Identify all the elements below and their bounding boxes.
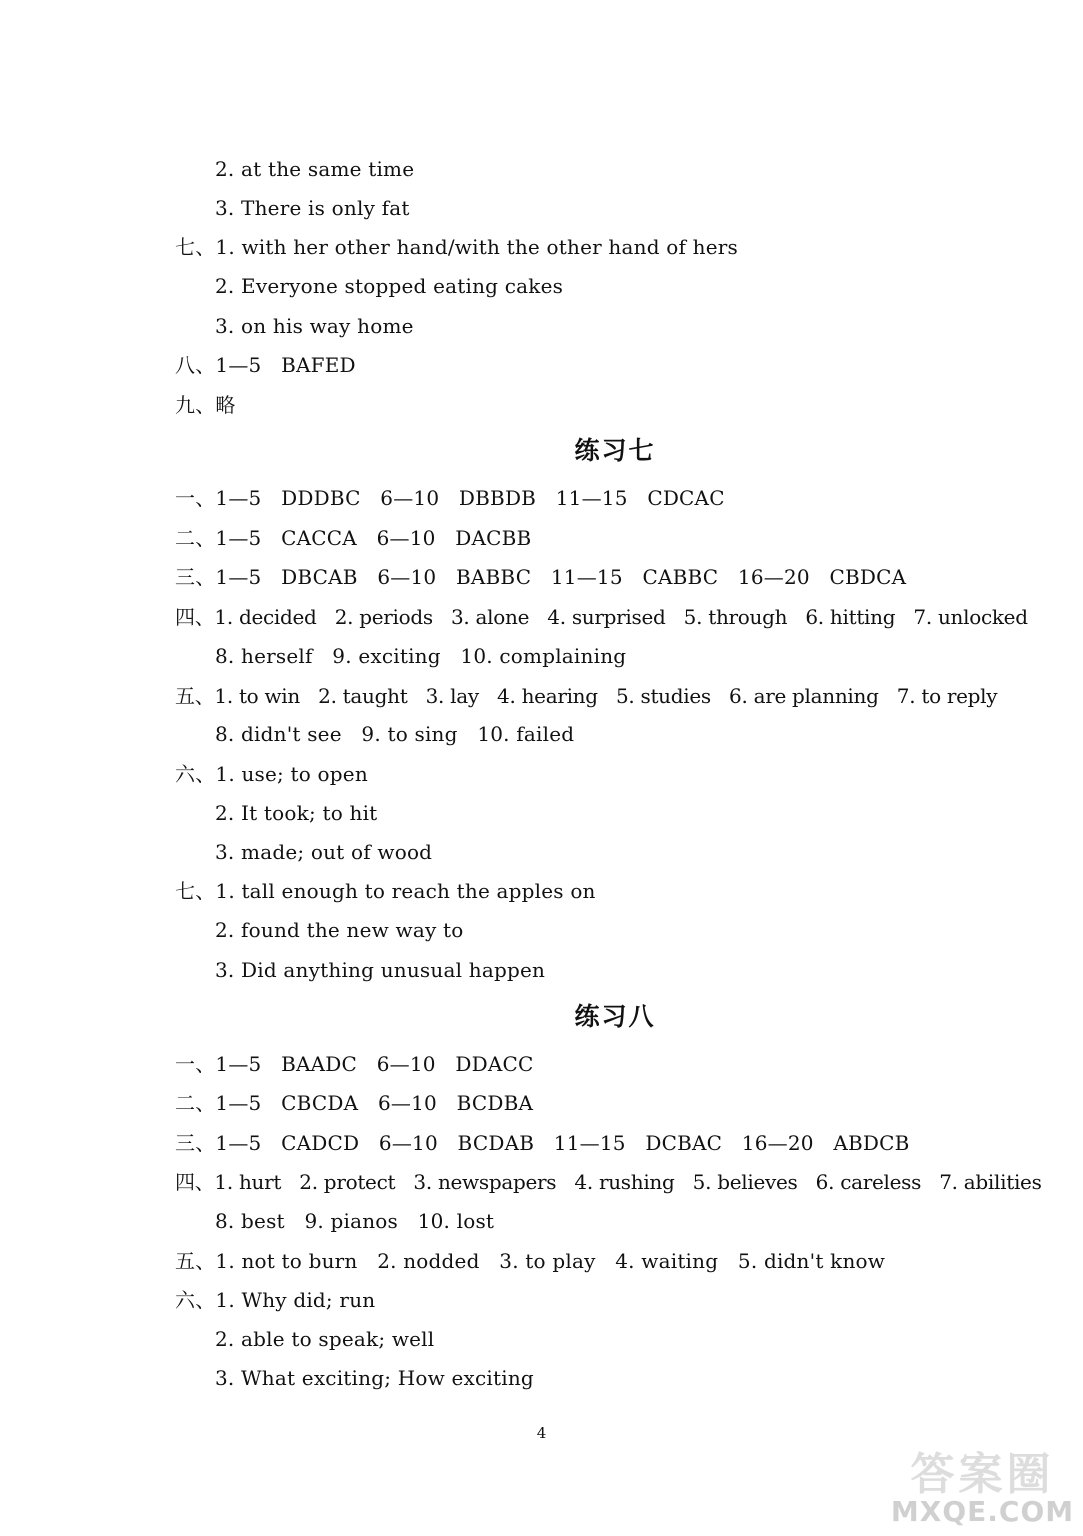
answer-line: 一、1—5 DDDBC 6—10 DBBDB 11—15 CDCAC	[175, 486, 725, 510]
answer-line: 九、略	[175, 393, 236, 417]
answer-line: 五、1. not to burn 2. nodded 3. to play 4. waiting 5. didn't know	[175, 1249, 886, 1273]
answer-line: 一、1—5 BAADC 6—10 DDACC	[175, 1052, 534, 1076]
answer-line: 2. able to speak; well	[215, 1327, 435, 1351]
answer-line: 2. found the new way to	[215, 918, 464, 942]
answer-line: 二、1—5 CBCDA 6—10 BCDBA	[175, 1091, 534, 1115]
answer-line: 2. Everyone stopped eating cakes	[215, 274, 564, 298]
answer-line: 六、1. use; to open	[175, 762, 368, 786]
section-title: 练习八	[574, 1002, 656, 1031]
section-title: 练习七	[574, 436, 656, 465]
answer-line: 四、1. hurt 2. protect 3. newspapers 4. rushing 5. believes 6. careless 7. abilities	[175, 1170, 1042, 1194]
answer-line: 七、1. with her other hand/with the other hand of hers	[175, 235, 739, 259]
page-number: 4	[536, 1424, 547, 1442]
answer-line: 四、1. decided 2. periods 3. alone 4. surprised 5. through 6. hitting 7. unlocked	[175, 605, 1028, 629]
answer-line: 3. made; out of wood	[215, 840, 433, 864]
watermark-logo-icon: 答案圈	[910, 1449, 1055, 1500]
answer-line: 八、1—5 BAFED	[175, 353, 356, 377]
answer-line: 七、1. tall enough to reach the apples on	[175, 879, 596, 903]
answer-line: 五、1. to win 2. taught 3. lay 4. hearing 5. studies 6. are planning 7. to reply	[175, 684, 998, 708]
answer-line: 3. What exciting; How exciting	[215, 1366, 534, 1390]
answer-line: 2. It took; to hit	[215, 801, 378, 825]
watermark	[890, 1438, 1075, 1528]
answer-line: 8. herself 9. exciting 10. complaining	[215, 644, 627, 668]
watermark-text: MXQE.COM	[890, 1495, 1075, 1528]
answer-line: 3. There is only fat	[215, 196, 410, 220]
answer-line: 2. at the same time	[215, 157, 415, 181]
answer-line: 二、1—5 CACCA 6—10 DACBB	[175, 526, 532, 550]
answer-line: 8. best 9. pianos 10. lost	[215, 1209, 495, 1233]
answer-line: 8. didn't see 9. to sing 10. failed	[215, 722, 575, 746]
answer-line: 三、1—5 DBCAB 6—10 BABBC 11—15 CABBC 16—20 CBDCA	[175, 565, 907, 589]
answer-line: 3. on his way home	[215, 314, 414, 338]
answer-line: 三、1—5 CADCD 6—10 BCDAB 11—15 DCBAC 16—20 ABDCB	[175, 1131, 910, 1155]
answer-line: 六、1. Why did; run	[175, 1288, 376, 1312]
answer-line: 3. Did anything unusual happen	[215, 958, 546, 982]
